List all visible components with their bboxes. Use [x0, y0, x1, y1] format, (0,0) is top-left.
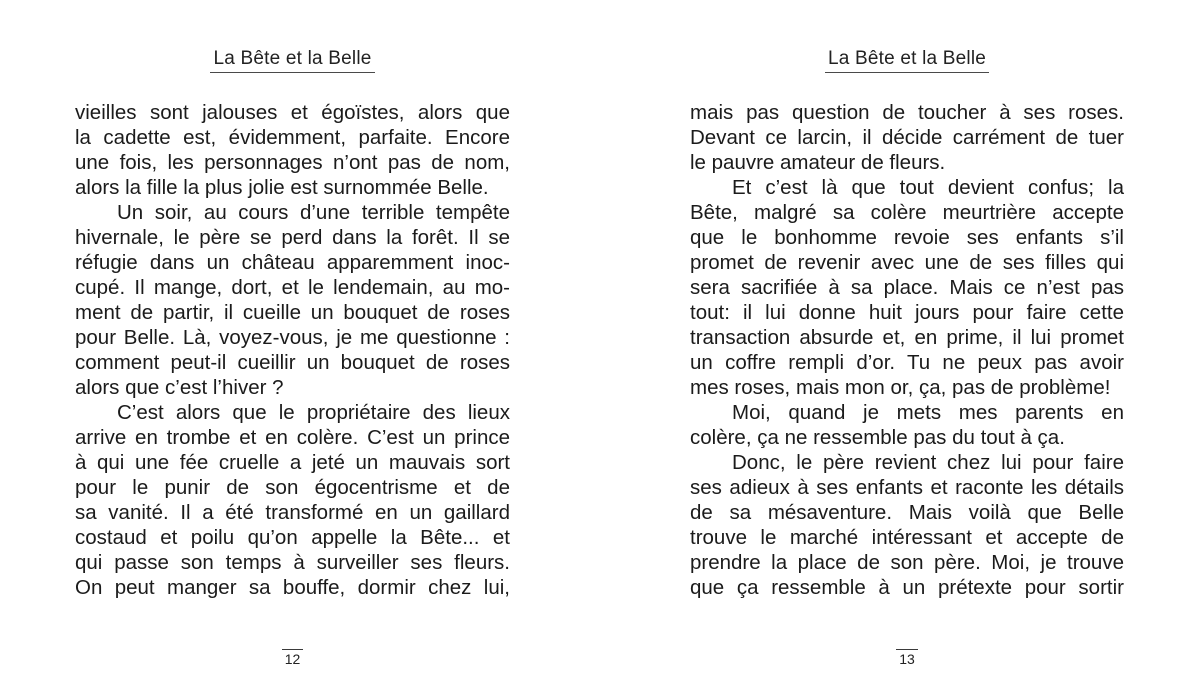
text-line: Bête, malgré sa colère meurtrière accepte: [690, 201, 1124, 224]
folio-wrap-right: [690, 649, 1124, 669]
text-line: à qui une fée cruelle a jeté un mauvais sort: [75, 451, 510, 474]
text-line: hivernale, le père se perd dans la forêt. Il se: [75, 226, 510, 249]
text-line: pour le punir de son égocentrisme et de: [75, 476, 510, 499]
text-line: qui passe son temps à surveiller ses fleurs.: [75, 551, 510, 574]
page-right: [690, 0, 1124, 700]
text-line: transaction absurde et, en prime, il lui promet: [690, 326, 1124, 349]
text-line: Devant ce larcin, il décide carrément de tuer: [690, 126, 1124, 149]
text-line: sera sacrifiée à sa place. Mais ce n’est pas: [690, 276, 1124, 299]
text-line: de sa mésaventure. Mais voilà que Belle: [690, 501, 1124, 524]
text-line: Un soir, au cours d’une terrible tempête: [117, 201, 510, 224]
text-line: la cadette est, évidemment, parfaite. Encore: [75, 126, 510, 149]
text-line: vieilles sont jalouses et égoïstes, alors que: [75, 101, 510, 124]
page-left: [75, 0, 510, 700]
text-line: que ça ressemble à un prétexte pour sortir: [690, 576, 1124, 599]
text-line: alors que c’est l’hiver ?: [75, 376, 284, 399]
text-line: sa vanité. Il a été transformé en un gaillard: [75, 501, 510, 524]
text-line: une fois, les personnages n’ont pas de nom,: [75, 151, 510, 174]
running-header-left: La Bête et la Belle: [210, 48, 374, 73]
folio-wrap-left: [75, 649, 510, 669]
text-line: mes roses, mais mon or, ça, pas de problème!: [690, 376, 1111, 399]
text-line: prendre la place de son père. Moi, je trouve: [690, 551, 1124, 574]
running-header-wrap-right: [690, 48, 1124, 73]
text-line: ment de partir, il cueille un bouquet de roses: [75, 301, 510, 324]
text-line: alors la fille la plus jolie est surnommée Belle.: [75, 176, 489, 199]
text-line: costaud et poilu qu’on appelle la Bête... et: [75, 526, 510, 549]
text-line: cupé. Il mange, dort, et le lendemain, au mo-: [75, 276, 510, 299]
page-number-right: 13: [896, 649, 918, 667]
text-line: trouve le marché intéressant et accepte de: [690, 526, 1124, 549]
text-line: un coffre rempli d’or. Tu ne peux pas avoir: [690, 351, 1124, 374]
text-line: On peut manger sa bouffe, dormir chez lui,: [75, 576, 510, 599]
text-line: pour Belle. Là, voyez-vous, je me questionne :: [75, 326, 510, 349]
page-number-left: 12: [282, 649, 304, 667]
page-text-left: [75, 100, 510, 600]
text-line: C’est alors que le propriétaire des lieux: [117, 401, 510, 424]
text-line: Moi, quand je mets mes parents en: [732, 401, 1124, 424]
text-line: Donc, le père revient chez lui pour faire: [732, 451, 1124, 474]
running-header-wrap-left: [75, 48, 510, 73]
text-line: arrive en trombe et en colère. C’est un prince: [75, 426, 510, 449]
text-line: tout: il lui donne huit jours pour faire cette: [690, 301, 1124, 324]
text-line: le pauvre amateur de fleurs.: [690, 151, 946, 174]
text-line: que le bonhomme revoie ses enfants s’il: [690, 226, 1124, 249]
text-line: promet de revenir avec une de ses filles qui: [690, 251, 1124, 274]
text-line: mais pas question de toucher à ses roses.: [690, 101, 1124, 124]
text-line: colère, ça ne ressemble pas du tout à ça.: [690, 426, 1065, 449]
running-header-right: La Bête et la Belle: [825, 48, 989, 73]
text-line: ses adieux à ses enfants et raconte les détails: [690, 476, 1124, 499]
text-line: comment peut-il cueillir un bouquet de roses: [75, 351, 510, 374]
page-text-right: [690, 100, 1124, 600]
text-line: réfugie dans un château apparemment inoc-: [75, 251, 510, 274]
text-line: Et c’est là que tout devient confus; la: [732, 176, 1124, 199]
